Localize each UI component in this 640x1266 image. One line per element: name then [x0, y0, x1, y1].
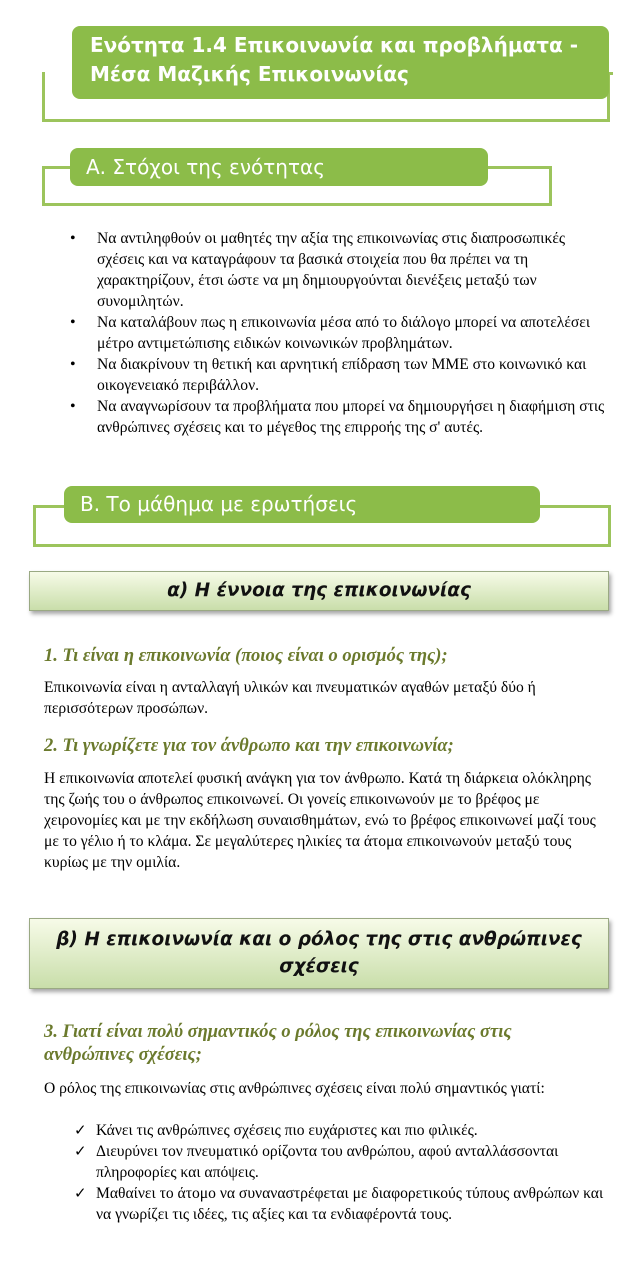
check-item: ✓ Κάνει τις ανθρώπινες σχέσεις πιο ευχάριστες και πιο φιλικές. [76, 1120, 604, 1141]
answer-3-intro: Ο ρόλος της επικοινωνίας στις ανθρώπινες σχέσεις είναι πολύ σημαντικός γιατί: [44, 1080, 545, 1097]
question-2: 2. Τι γνωρίζετε για τον άνθρωπο και την επικοινωνία; [44, 736, 454, 756]
part-a-title: α) Η έννοια της επικοινωνίας [29, 571, 609, 611]
question-3: 3. Γιατί είναι πολύ σημαντικός ο ρόλος της επικοινωνίας στις ανθρώπινες σχέσεις; [44, 1022, 512, 1065]
list-item: • Να αντιληφθούν οι μαθητές την αξία της επικοινωνίας στις διαπροσωπικές σχέσεις και να καταγράφουν τα βασικά στοιχεία που θα πρέπει να τη χαρακτηρίζουν, έτσι ώστε να μη δημιουργούνται διενέξεις μεταξύ των συνομιλητών. [70, 228, 610, 312]
check-item: ✓ Μαθαίνει το άτομο να συναναστρέφεται με διαφορετικούς τύπους ανθρώπων και να γνωρίζει τις ιδέες, τις αξίες και τα ενδιαφέροντά τους. [76, 1183, 604, 1225]
part-b-title: β) Η επικοινωνία και ο ρόλος της στις ανθρώπινες σχέσεις [29, 918, 609, 989]
section-a-heading: Α. Στόχοι της ενότητας [70, 148, 488, 186]
objectives-list [70, 228, 610, 438]
list-item: • Να διακρίνουν τη θετική και αρνητική επίδραση των ΜΜΕ στο κοινωνικό και οικογενειακό περιβάλλον. [70, 354, 610, 396]
answer-2: Η επικοινωνία αποτελεί φυσική ανάγκη για τον άνθρωπο. Κατά τη διάρκεια ολόκληρης της ζωής του ο άνθρωπος επικοινωνεί. Οι γονείς επικοινωνούν με το βρέφος με χειρονομίες και με την εκδήλωση συναισθημάτων, ενώ το βρέφος επικοινωνεί μαζί τους με το γέλιο ή το κλάμα. Σε μεγαλύτερες ηλικίες τα άτομα επικοινωνούν μεταξύ τους κυρίως με την ομιλία. [44, 770, 596, 871]
page-title: Ενότητα 1.4 Επικοινωνία και προβλήματα - Μέσα Μαζικής Επικοινωνίας [72, 26, 609, 99]
answer-1: Επικοινωνία είναι η ανταλλαγή υλικών και πνευματικών αγαθών μεταξύ δύο ή περισσότερων προσώπων. [44, 679, 536, 717]
section-b-heading: Β. Το μάθημα με ερωτήσεις [64, 486, 540, 523]
check-item: ✓ Διευρύνει τον πνευματικό ορίζοντα του ανθρώπου, αφού ανταλλάσσονται πληροφορίες και απόψεις. [76, 1141, 604, 1183]
list-item: • Να αναγνωρίσουν τα προβλήματα που μπορεί να δημιουργήσει η διαφήμιση στις ανθρώπινες σχέσεις και το μέγεθος της επιρροής της σ' αυτές. [70, 396, 610, 438]
list-item: • Να καταλάβουν πως η επικοινωνία μέσα από το διάλογο μπορεί να αποτελέσει μέτρο αντιμετώπισης ειδικών κοινωνικών προβλημάτων. [70, 312, 610, 354]
answer-3-checklist [76, 1120, 604, 1225]
question-1: 1. Τι είναι η επικοινωνία (ποιος είναι ο ορισμός της); [44, 646, 448, 666]
